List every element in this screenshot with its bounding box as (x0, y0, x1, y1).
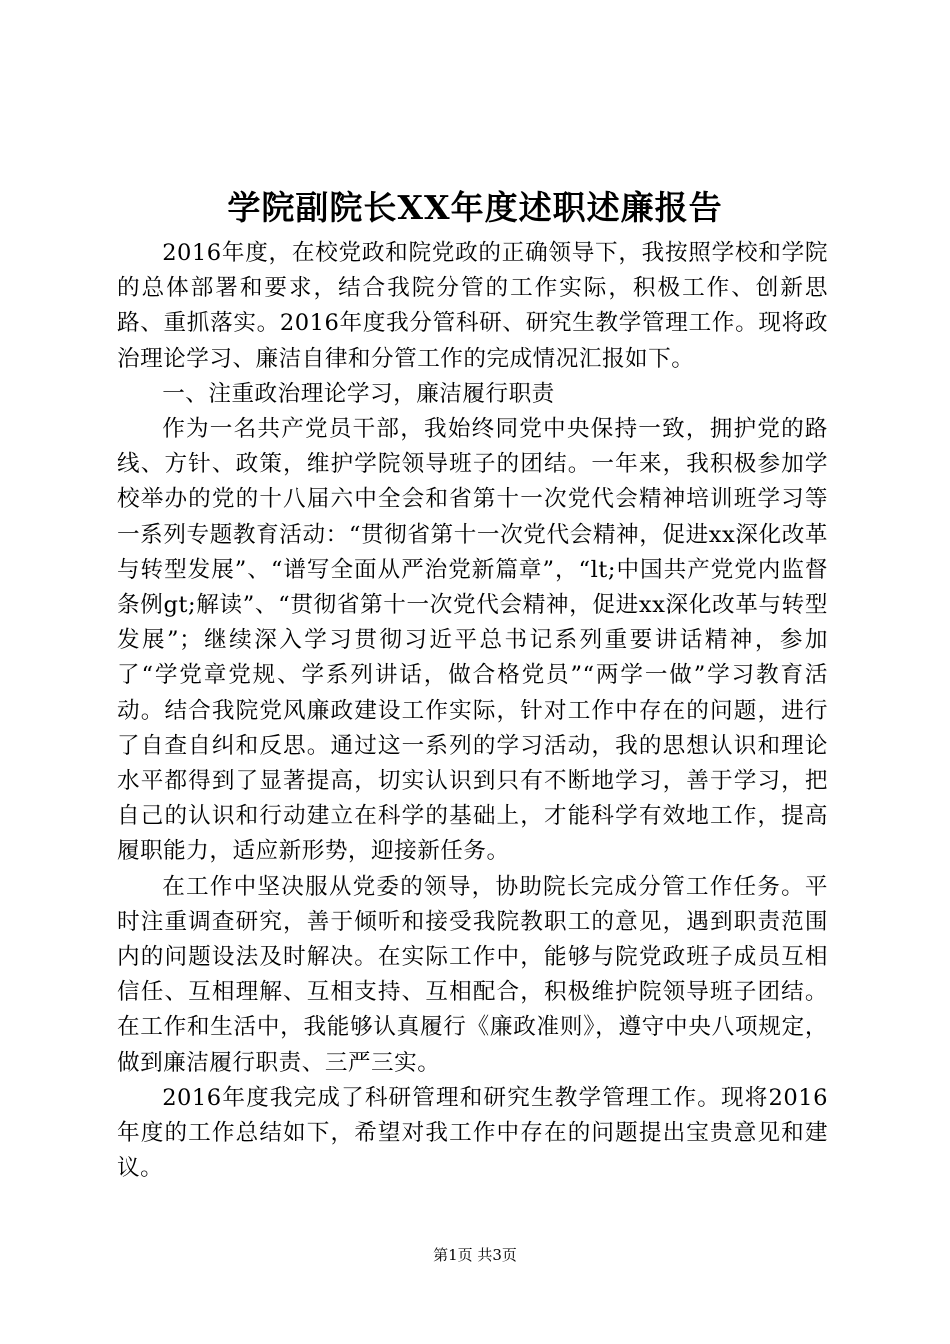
paragraph-study: 作为一名共产党员干部，我始终同党中央保持一致，拥护党的路线、方针、政策，维护学院领导班子的团结。一年来，我积极参加学校举办的党的十八届六中全会和省第十一次党代会精神培训班学习等一系列专题教育活动：“贯彻省第十一次党代会精神，促进xx深化改革与转型发展”、“谱写全面从严治党新篇章”，“lt;中国共产党党内监督条例gt;解读”、“贯彻省第十一次党代会精神，促进xx深化改革与转型发展”；继续深入学习贯彻习近平总书记系列重要讲话精神，参加了“学党章党规、学系列讲话，做合格党员”“两学一做”学习教育活动。结合我院党风廉政建设工作实际，针对工作中存在的问题，进行了自查自纠和反思。通过这一系列的学习活动，我的思想认识和理论水平都得到了显著提高，切实认识到只有不断地学习，善于学习，把自己的认识和行动建立在科学的基础上，才能科学有效地工作，提高履职能力，适应新形势，迎接新任务。 (117, 416, 828, 865)
paragraph-intro: 2016年度，在校党政和院党政的正确领导下，我按照学校和学院的总体部署和要求，结合我院分管的工作实际，积极工作、创新思路、重抓落实。2016年度我分管科研、研究生教学管理工作。现将政治理论学习、廉洁自律和分管工作的完成情况汇报如下。 (117, 240, 828, 372)
page-number: 第1页 共3页 (433, 1246, 517, 1264)
paragraph-work: 在工作中坚决服从党委的领导，协助院长完成分管工作任务。平时注重调查研究，善于倾听和接受我院教职工的意见，遇到职责范围内的问题设法及时解决。在实际工作中，能够与院党政班子成员互相信任、互相理解、互相支持、互相配合，积极维护院领导班子团结。在工作和生活中，我能够认真履行《廉政准则》，遵守中央八项规定，做到廉洁履行职责、三严三实。 (117, 873, 828, 1076)
section-heading: 一、注重政治理论学习，廉洁履行职责 (162, 380, 555, 407)
paragraph-summary: 2016年度我完成了科研管理和研究生教学管理工作。现将2016年度的工作总结如下，希望对我工作中存在的问题提出宝贵意见和建议。 (117, 1084, 828, 1182)
document-body (117, 236, 828, 1186)
document-title: 学院副院长XX年度述职述廉报告 (227, 188, 723, 227)
